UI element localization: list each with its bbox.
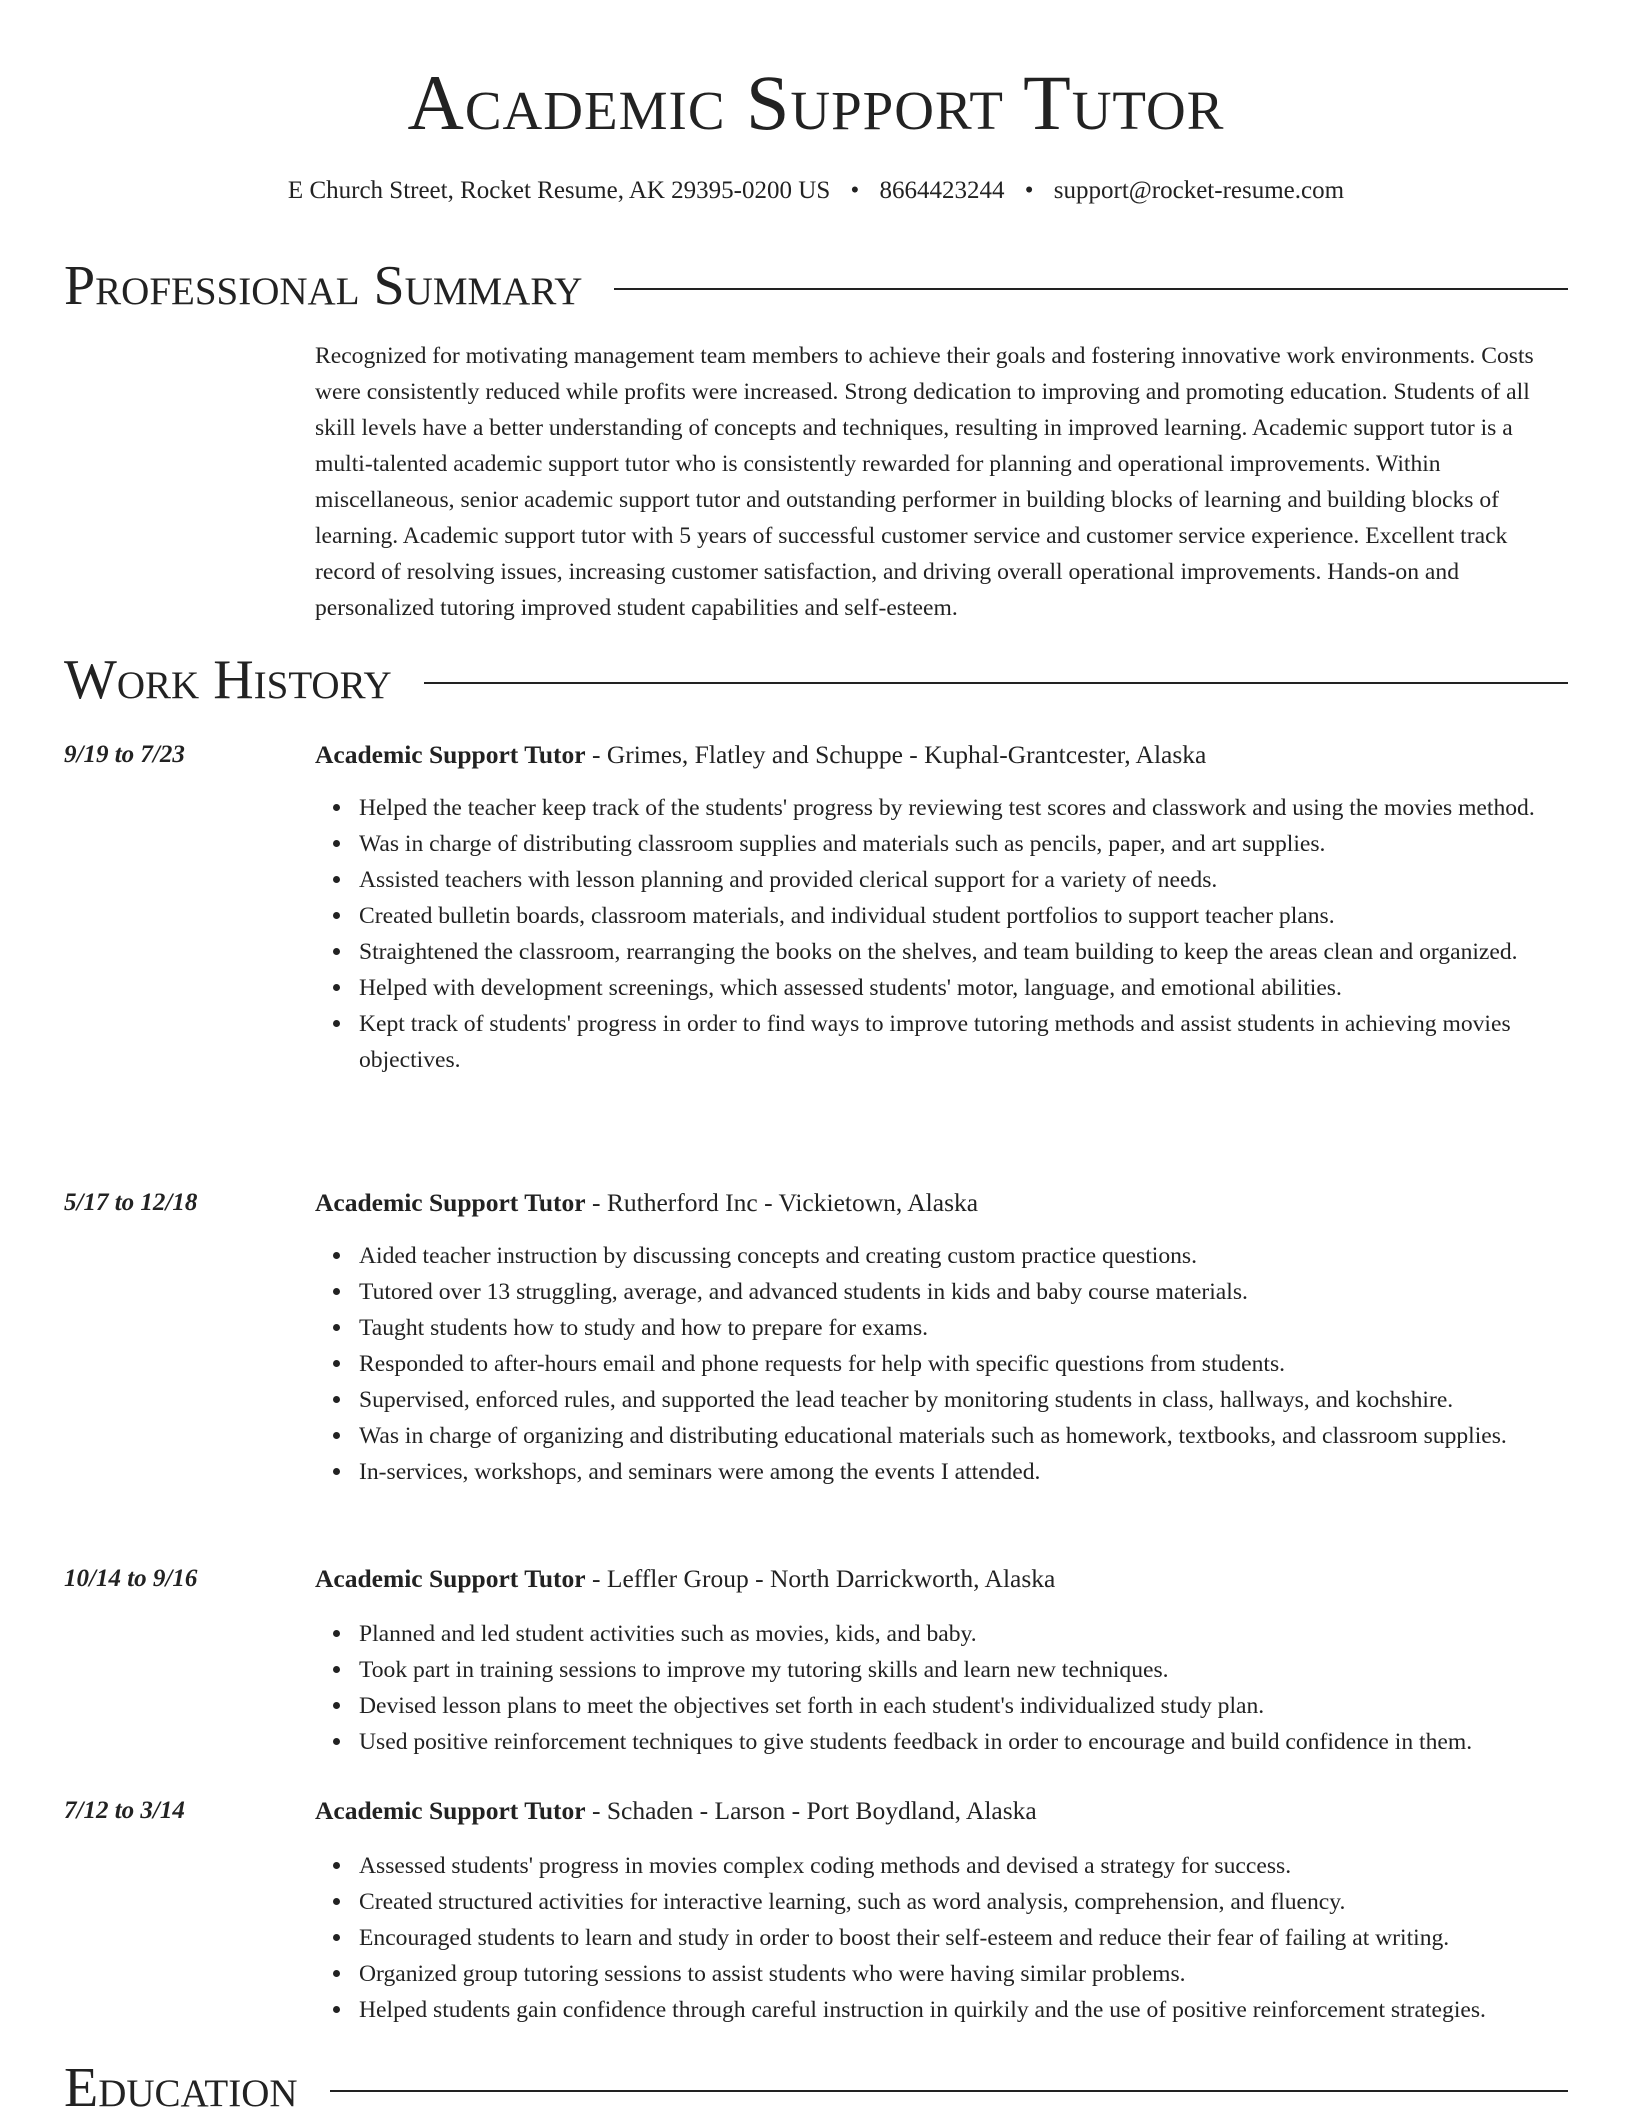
job-bullet: Took part in training sessions to improve my tutoring skills and learn new techniques. (359, 1652, 1568, 1688)
bullet-icon (333, 1934, 340, 1941)
job-role: Academic Support Tutor (315, 1564, 586, 1593)
job-dates: 5/17 to 12/18 (64, 1189, 198, 1216)
bullet-icon (333, 1702, 340, 1709)
job-role: Academic Support Tutor (315, 740, 586, 769)
section-divider (330, 2090, 1568, 2092)
bullet-icon (333, 1020, 340, 1027)
job-header (315, 1562, 1568, 1596)
job-details: - Grimes, Flatley and Schuppe - Kuphal-Grantcester, Alaska (585, 740, 1207, 769)
section-heading-work (64, 650, 1568, 710)
job-bullet: Planned and led student activities such as movies, kids, and baby. (359, 1616, 1568, 1652)
contact-line (0, 174, 1632, 208)
job-dates: 10/14 to 9/16 (64, 1565, 198, 1592)
bullet-icon (333, 1432, 340, 1439)
section-title: Work History (64, 649, 392, 711)
bullet-icon (333, 1252, 340, 1259)
job-bullet: Straightened the classroom, rearranging the books on the shelves, and team building to keep the areas clean and organized. (359, 934, 1568, 970)
job-bullet: Helped with development screenings, which assessed students' motor, language, and emotional abilities. (359, 970, 1568, 1006)
contact-address: E Church Street, Rocket Resume, AK 29395-0200 US (287, 177, 831, 204)
job-bullet: Assessed students' progress in movies complex coding methods and devised a strategy for success. (359, 1848, 1568, 1884)
section-heading-summary (64, 256, 1568, 316)
job-bullet: Taught students how to study and how to prepare for exams. (359, 1310, 1568, 1346)
bullet-icon (333, 912, 340, 919)
job-bullet: Created structured activities for interactive learning, such as word analysis, comprehension, and fluency. (359, 1884, 1568, 1920)
bullet-icon (333, 876, 340, 883)
job-bullet: Helped students gain confidence through careful instruction in quirkily and the use of positive reinforcement strategies. (359, 1992, 1568, 2028)
bullet-icon (333, 2006, 340, 2013)
job-details: - Rutherford Inc - Vickietown, Alaska (585, 1188, 979, 1217)
job-header (315, 738, 1568, 772)
contact-separator: • (850, 177, 860, 204)
bullet-icon (333, 1288, 340, 1295)
bullet-icon (333, 804, 340, 811)
bullet-icon (333, 1630, 340, 1637)
section-title: Education (64, 2057, 298, 2112)
job-bullet: Aided teacher instruction by discussing concepts and creating custom practice questions. (359, 1238, 1568, 1274)
job-dates: 7/12 to 3/14 (64, 1797, 185, 1824)
job-role: Academic Support Tutor (315, 1796, 586, 1825)
bullet-icon (333, 1898, 340, 1905)
job-details: - Schaden - Larson - Port Boydland, Alaska (585, 1796, 1037, 1825)
job-bullet: In-services, workshops, and seminars were among the events I attended. (359, 1454, 1568, 1490)
job-bullet: Responded to after-hours email and phone requests for help with specific questions from students. (359, 1346, 1568, 1382)
job-bullet: Helped the teacher keep track of the students' progress by reviewing test scores and classwork and using the movies method. (359, 790, 1568, 826)
bullet-icon (333, 1738, 340, 1745)
bullet-icon (333, 1360, 340, 1367)
job-bullet: Used positive reinforcement techniques to give students feedback in order to encourage and build confidence in them. (359, 1724, 1568, 1760)
job-role: Academic Support Tutor (315, 1188, 586, 1217)
bullet-icon (333, 1862, 340, 1869)
job-bullets (359, 1238, 1568, 1490)
job-bullet: Organized group tutoring sessions to assist students who were having similar problems. (359, 1956, 1568, 1992)
section-divider (424, 682, 1568, 684)
contact-phone: 8664423244 (879, 177, 1005, 204)
job-bullet: Was in charge of distributing classroom supplies and materials such as pencils, paper, and art supplies. (359, 826, 1568, 862)
contact-separator: • (1024, 177, 1034, 204)
section-divider (614, 288, 1568, 290)
contact-email: support@rocket-resume.com (1053, 177, 1345, 204)
job-details: - Leffler Group - North Darrickworth, Alaska (585, 1564, 1056, 1593)
job-bullets (359, 1848, 1568, 2028)
bullet-icon (333, 948, 340, 955)
bullet-icon (333, 1324, 340, 1331)
job-bullets (359, 1616, 1568, 1760)
bullet-icon (333, 1396, 340, 1403)
job-bullet: Supervised, enforced rules, and supported the lead teacher by monitoring students in class, hallways, and kochshire. (359, 1382, 1568, 1418)
bullet-icon (333, 1666, 340, 1673)
job-bullet: Devised lesson plans to meet the objectives set forth in each student's individualized study plan. (359, 1688, 1568, 1724)
resume-title: Academic Support Tutor (407, 59, 1225, 146)
bullet-icon (333, 1970, 340, 1977)
bullet-icon (333, 1468, 340, 1475)
section-heading-education (64, 2058, 1568, 2112)
bullet-icon (333, 840, 340, 847)
job-header (315, 1794, 1568, 1828)
bullet-icon (333, 984, 340, 991)
job-bullet: Kept track of students' progress in order to find ways to improve tutoring methods and assist students in achieving movies objectives. (359, 1006, 1568, 1078)
job-bullet: Encouraged students to learn and study in order to boost their self-esteem and reduce their fear of failing at writing. (359, 1920, 1568, 1956)
job-bullet: Was in charge of organizing and distributing educational materials such as homework, textbooks, and classroom supplies. (359, 1418, 1568, 1454)
section-title: Professional Summary (64, 255, 583, 317)
job-header (315, 1186, 1568, 1220)
job-bullet: Created bulletin boards, classroom materials, and individual student portfolios to support teacher plans. (359, 898, 1568, 934)
job-bullet: Tutored over 13 struggling, average, and advanced students in kids and baby course materials. (359, 1274, 1568, 1310)
job-bullets (359, 790, 1568, 1078)
job-dates: 9/19 to 7/23 (64, 741, 185, 768)
job-bullet: Assisted teachers with lesson planning and provided clerical support for a variety of needs. (359, 862, 1568, 898)
summary-text: Recognized for motivating management team members to achieve their goals and fostering innovative work environments. Costs were consistently reduced while profits were increased. Strong dedication to improving and promoting education. Students of all skill levels have a better understanding of concepts and techniques, resulting in improved learning. Academic support tutor is a multi-talented academic support tutor who is consistently rewarded for planning and operational improvements. Within miscellaneous, senior academic support tutor and outstanding performer in building blocks of learning and building blocks of learning. Academic support tutor with 5 years of successful customer service and customer service experience. Excellent track record of resolving issues, increasing customer satisfaction, and driving overall operational improvements. Hands-on and personalized tutoring improved student capabilities and self-esteem. (315, 343, 1534, 621)
